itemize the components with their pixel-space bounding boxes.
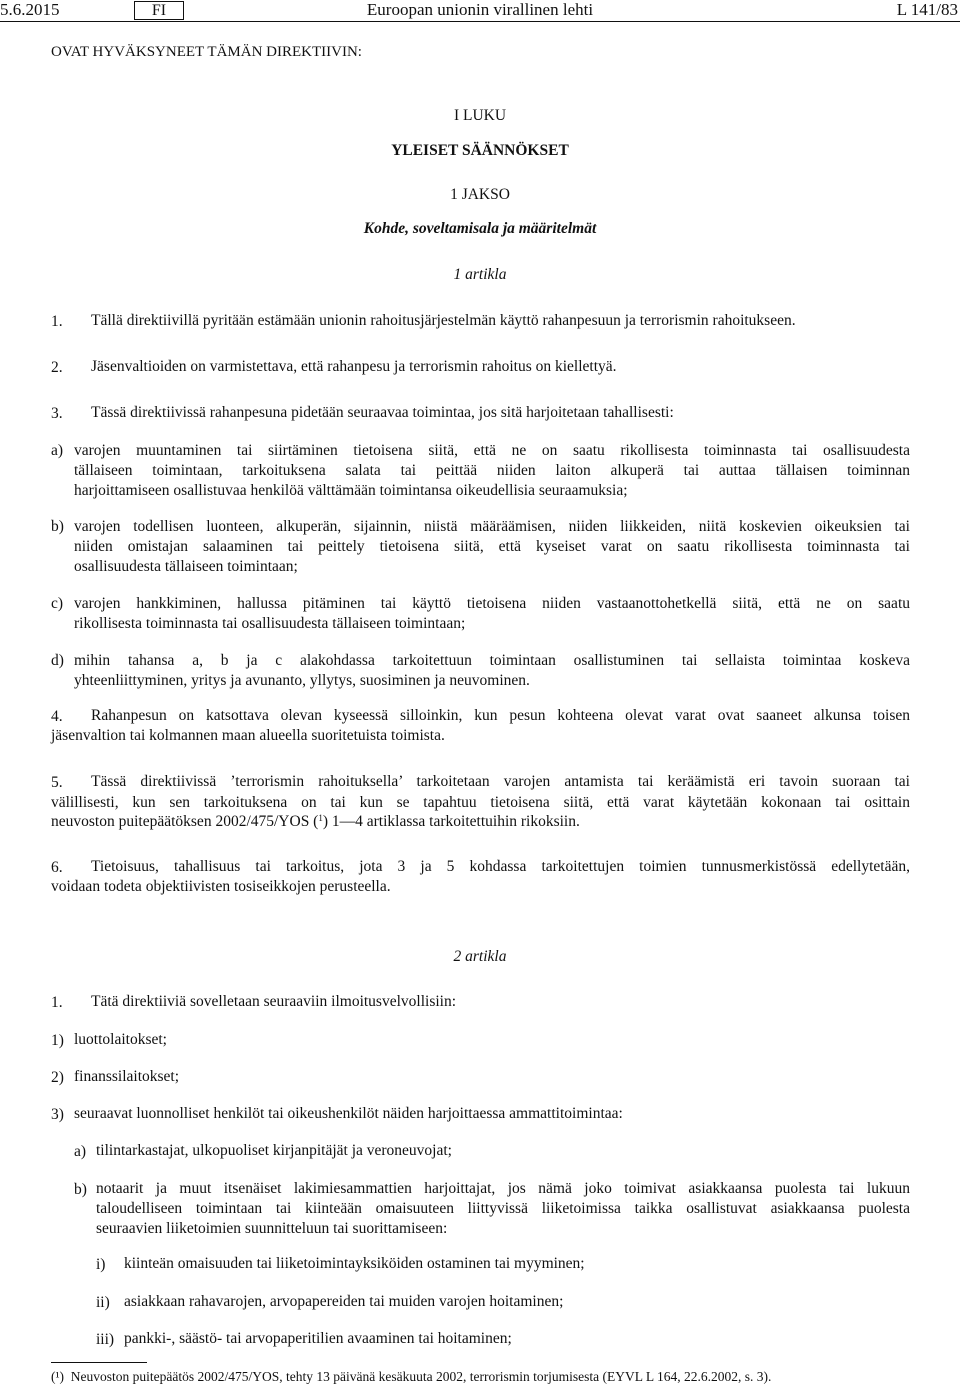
list-line: varojen muuntaminen tai siirtäminen tietoisena siitä, että ne on saatu rikollisesta toiminnasta tai osallisuudesta bbox=[74, 442, 910, 459]
journal-title: Euroopan unionin virallinen lehti bbox=[366, 0, 594, 19]
paragraph-number: 1. bbox=[51, 313, 63, 330]
article-1-heading: 1 artikla bbox=[453, 266, 507, 283]
section-number: 1 JAKSO bbox=[450, 186, 510, 203]
list-label: 3) bbox=[51, 1106, 64, 1123]
paragraph-text: Jäsenvaltioiden on varmistettava, että rahanpesu ja terrorismin rahoitus on kiellettyä. bbox=[91, 358, 617, 375]
list-line: varojen hankkiminen, hallussa pitäminen tai käyttö tietoisena niiden vastaanottohetkellä siitä, että ne on saatu bbox=[74, 595, 910, 612]
list-item: luottolaitokset; bbox=[74, 1031, 167, 1048]
paragraph-line: Tässä direktiivissä ’terrorismin rahoituksella’ tarkoitetaan varojen antamista tai keräämistä eri tavoin suoraan tai bbox=[91, 773, 910, 790]
header-rule bbox=[0, 21, 960, 22]
list-line: niiden omistajan salaaminen tai peittely tietoisena siitä, että kyseiset varat on saatu rikollisesta toiminnasta tai bbox=[74, 538, 910, 555]
paragraph-number: 6. bbox=[51, 859, 63, 876]
header-date: 5.6.2015 bbox=[0, 0, 60, 19]
paragraph-line: välillisesti, kun sen tarkoituksena on tai kun se tapahtuu tietoisena siitä, että varat käytetään kokonaan tai osittain bbox=[51, 794, 910, 811]
list-line: taloudelliseen toimintaan tai kiinteään omaisuuteen liittyvissä liiketoimissa taikka osallistuvat asiakkaansa puolesta bbox=[96, 1200, 910, 1217]
paragraph-number: 4. bbox=[51, 708, 63, 725]
list-label: c) bbox=[51, 595, 64, 612]
page-reference: L 141/83 bbox=[896, 0, 958, 19]
paragraph-number: 5. bbox=[51, 774, 63, 791]
paragraph-line: Rahanpesun on katsottava olevan kyseessä silloinkin, kun pesun kohteena olevat varat ovat saaneet alkunsa toisen bbox=[91, 707, 910, 724]
paragraph-number: 3. bbox=[51, 405, 63, 422]
list-label: a) bbox=[74, 1143, 87, 1160]
list-label: a) bbox=[51, 442, 64, 459]
paragraph-text: Tätä direktiiviä sovelletaan seuraaviin ilmoitusvelvollisiin: bbox=[91, 993, 457, 1010]
list-label: iii) bbox=[96, 1331, 115, 1348]
chapter-title: YLEISET SÄÄNNÖKSET bbox=[391, 142, 569, 159]
paragraph-line: voidaan todeta objektiivisten tosiseikkojen perusteella. bbox=[51, 878, 391, 895]
article-2-heading: 2 artikla bbox=[453, 948, 507, 965]
paragraph-line-with-footnote: neuvoston puitepäätöksen 2002/475/YOS ($^1$) 1—4 artiklassa tarkoitettuihin rikoksiin. bbox=[51, 813, 580, 830]
list-item: seuraavat luonnolliset henkilöt tai oikeushenkilöt näiden harjoittaessa ammattitoimintaa: bbox=[74, 1105, 623, 1122]
footnote bbox=[51, 1369, 771, 1385]
list-line: mihin tahansa a, b ja c alakohdassa tarkoitettuun toimintaan osallistuminen tai sellaista toimintaa koskeva bbox=[74, 652, 910, 669]
footnote-marker: (¹) bbox=[51, 1369, 65, 1384]
paragraph-text: Tässä direktiivissä rahanpesuna pidetään seuraavaa toimintaa, jos sitä harjoitetaan tahallisesti: bbox=[91, 404, 674, 421]
footnote-reference[interactable]: 1 bbox=[318, 813, 323, 823]
list-item: kiinteän omaisuuden tai liiketoimintayksiköiden ostaminen tai myyminen; bbox=[124, 1255, 585, 1272]
paragraph-line: Tietoisuus, tahallisuus tai tarkoitus, jota 3 ja 5 kohdassa tarkoitettujen toimien tunnusmerkistössä edellytetään, bbox=[91, 858, 910, 875]
list-line: yhteenliittyminen, yritys ja avunanto, yllytys, suosiminen ja neuvominen. bbox=[74, 672, 530, 689]
footnote-rule bbox=[51, 1362, 147, 1363]
list-label: i) bbox=[96, 1256, 106, 1273]
intro-line: OVAT HYVÄKSYNEET TÄMÄN DIREKTIIVIN: bbox=[51, 44, 362, 60]
list-line: rikollisesta toiminnasta tai osallisuudesta tällaiseen toimintaan; bbox=[74, 615, 466, 632]
list-item: tilintarkastajat, ulkopuoliset kirjanpitäjät ja veroneuvojat; bbox=[96, 1142, 452, 1159]
list-line: seuraavien liiketoimien suunnitteluun tai suorittamiseen: bbox=[96, 1220, 448, 1237]
footnote-text: Neuvoston puitepäätös 2002/475/YOS, tehty 13 päivänä kesäkuuta 2002, terrorismin torjumisesta (EYVL L 164, 22.6.2002, s. 3). bbox=[70, 1369, 772, 1384]
list-line: notaarit ja muut itsenäiset lakimiesammattien harjoittajat, jos nämä joko toimivat asiakkaansa puolesta tai lukuun bbox=[96, 1180, 910, 1197]
list-item: pankki-, säästö- tai arvopaperitilien avaaminen tai hoitaminen; bbox=[124, 1330, 512, 1347]
list-line: osallisuudesta tällaiseen toimintaan; bbox=[74, 558, 298, 575]
list-label: 1) bbox=[51, 1032, 64, 1049]
paragraph-text: Tällä direktiivillä pyritään estämään unionin rahoitusjärjestelmän käyttö rahanpesuun ja terrorismin rahoitukseen. bbox=[91, 312, 796, 329]
list-line: tällaiseen toimintaan, tarkoituksena salata tai peittää niiden laiton alkuperä tai auttaa tällaisen toiminnan bbox=[74, 462, 910, 479]
list-label: ii) bbox=[96, 1294, 110, 1311]
list-label: b) bbox=[74, 1181, 87, 1198]
list-label: d) bbox=[51, 652, 64, 669]
list-label: b) bbox=[51, 518, 64, 535]
list-item: asiakkaan rahavarojen, arvopapereiden tai muiden varojen hoitaminen; bbox=[124, 1293, 564, 1310]
paragraph-line: jäsenvaltion tai kolmannen maan alueella suoritetuista toimista. bbox=[51, 727, 445, 744]
language-code-box: FI bbox=[134, 1, 184, 20]
list-line: harjoittamiseen osallistuvaa henkilöä välttämään toimintansa oikeudellisia seuraamuksia; bbox=[74, 482, 628, 499]
paragraph-number: 2. bbox=[51, 359, 63, 376]
paragraph-number: 1. bbox=[51, 994, 63, 1011]
list-line: varojen todellisen luonteen, alkuperän, sijainnin, niistä määräämisen, niiden liikkeiden, niitä koskevien oikeuksien tai bbox=[74, 518, 910, 535]
section-title: Kohde, soveltamisala ja määritelmät bbox=[363, 220, 597, 237]
list-item: finanssilaitokset; bbox=[74, 1068, 180, 1085]
chapter-number: I LUKU bbox=[453, 107, 507, 124]
list-label: 2) bbox=[51, 1069, 64, 1086]
